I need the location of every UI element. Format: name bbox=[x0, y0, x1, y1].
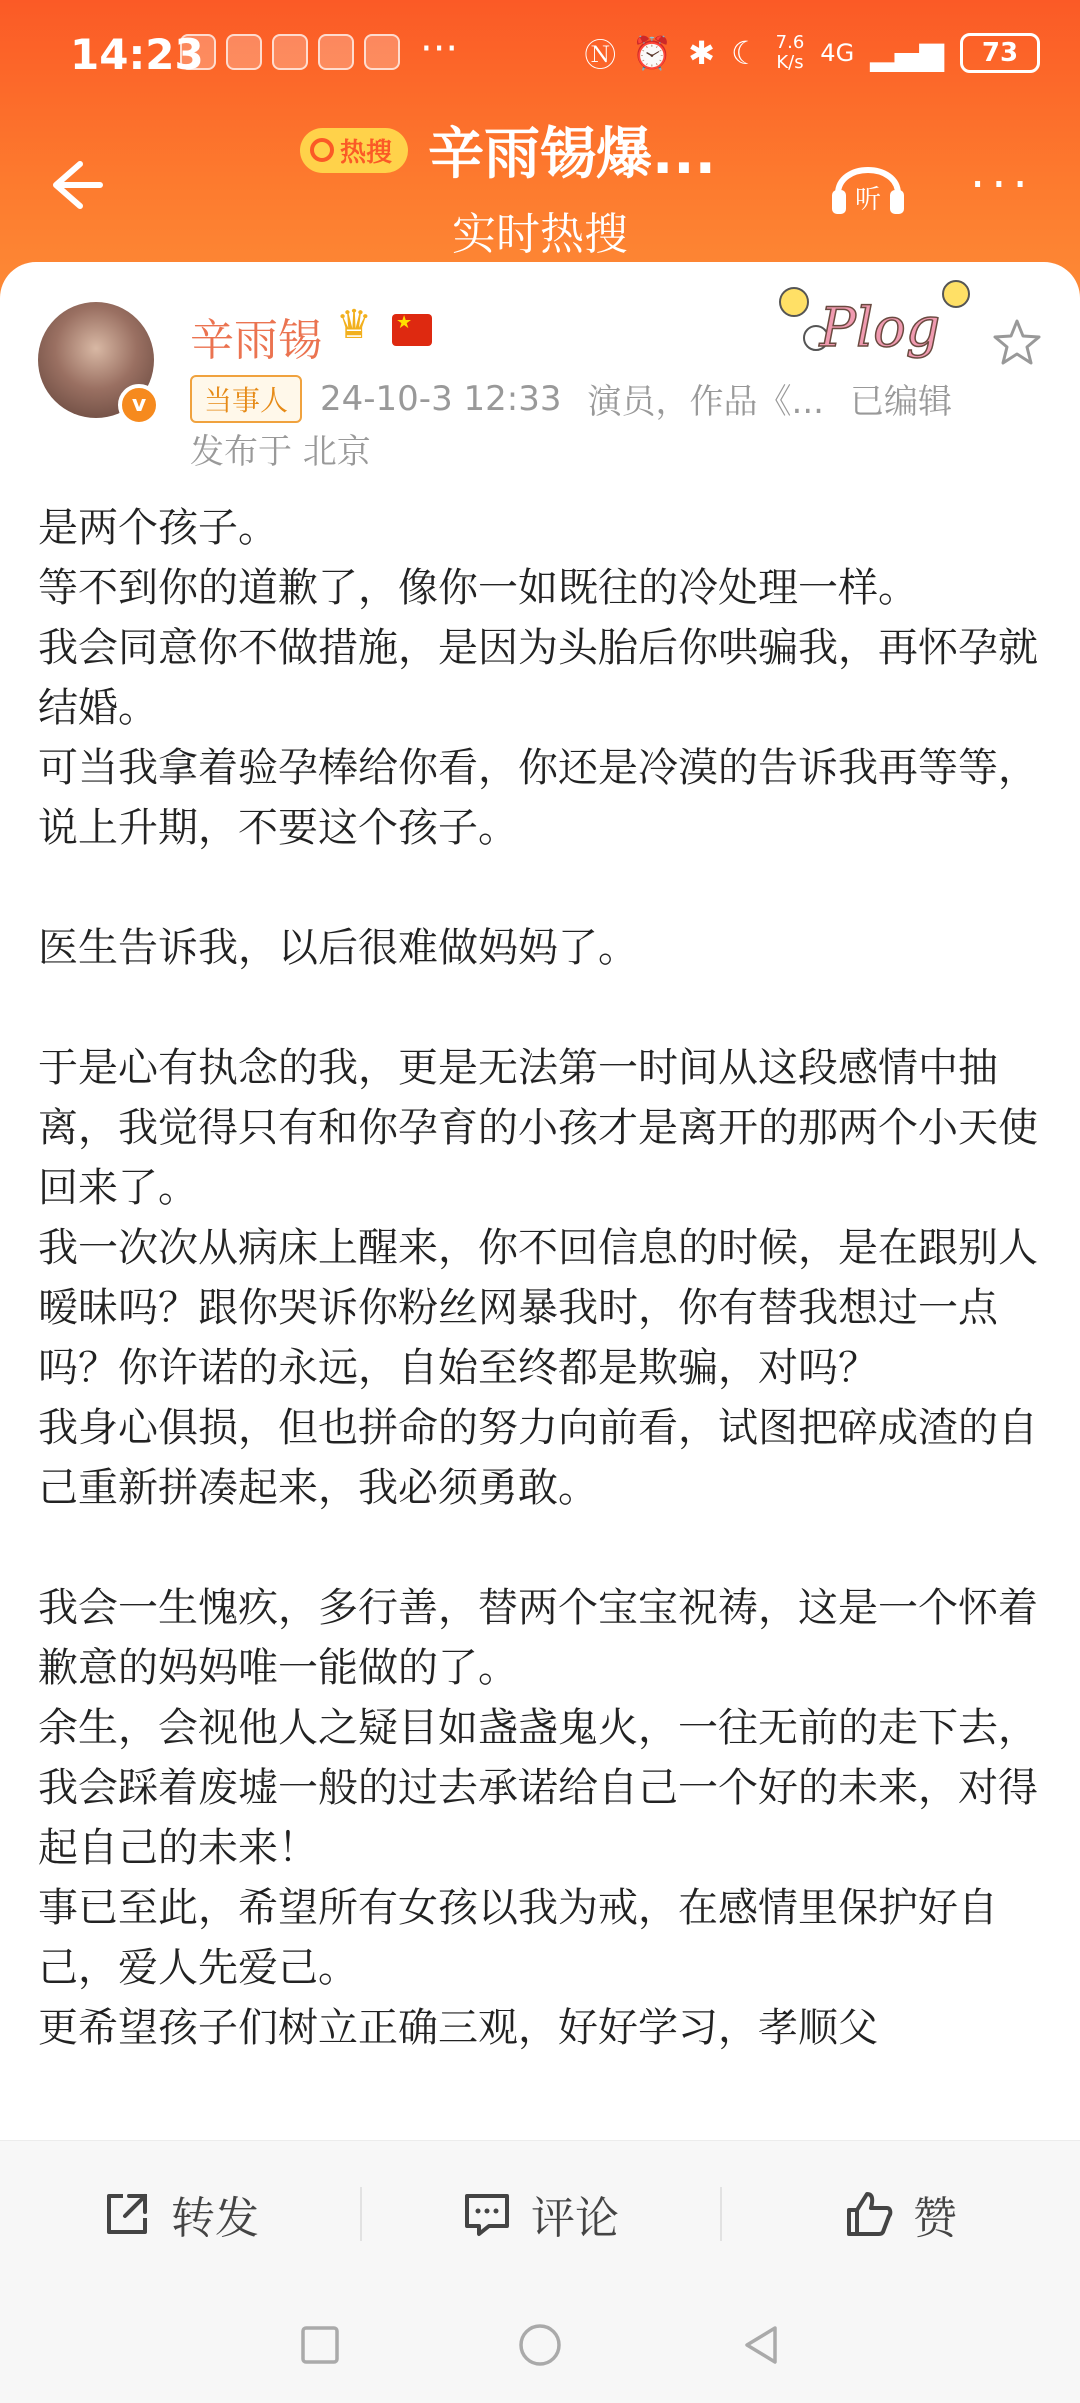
notification-icons bbox=[180, 34, 400, 70]
signal-icon: ▂▄▆ bbox=[870, 34, 944, 72]
plog-sticker-decoration bbox=[770, 268, 980, 378]
post-paragraph: 等不到你的道歉了，像你一如既往的冷处理一样。 bbox=[38, 565, 918, 611]
blank-line bbox=[38, 858, 1048, 918]
alarm-icon: ⏰ bbox=[632, 34, 673, 72]
like-button[interactable] bbox=[720, 2141, 1080, 2286]
more-options-button[interactable]: ··· bbox=[970, 157, 1034, 213]
post-source: 演员，作品《... bbox=[587, 382, 824, 422]
status-bar bbox=[0, 0, 1080, 110]
post-paragraph: 我身心俱损，但也拼命的努力向前看，试图把碎成渣的自己重新拼凑起来，我必须勇敢。 bbox=[38, 1405, 1038, 1511]
crown-icon: ♛ bbox=[336, 302, 372, 348]
post-card bbox=[0, 262, 1080, 2142]
repost-label: 转发 bbox=[171, 2192, 259, 2244]
post-paragraph: 我一次次从病床上醒来，你不回信息的时候，是在跟别人暧昧吗？跟你哭诉你粉丝网暴我时，你有替我想过一点吗？你许诺的永远，自始至终都是欺骗，对吗？ bbox=[38, 1225, 1038, 1391]
post-meta bbox=[190, 374, 952, 423]
post-text bbox=[38, 498, 1048, 2058]
status-right bbox=[584, 30, 1040, 76]
blank-line bbox=[38, 978, 1048, 1038]
network-speed: 7.6 K/s bbox=[775, 32, 805, 73]
author-name[interactable]: 辛雨锡 bbox=[190, 315, 322, 366]
back-triangle-icon[interactable] bbox=[735, 2320, 785, 2370]
listen-label: 听 bbox=[854, 185, 882, 215]
post-paragraph: 医生告诉我，以后很难做妈妈了。 bbox=[38, 925, 638, 971]
more-notifications-indicator: ··· bbox=[420, 26, 459, 72]
battery-icon: 73 bbox=[960, 33, 1040, 73]
edited-label[interactable]: 已编辑 bbox=[849, 382, 952, 422]
svg-text:Plog: Plog bbox=[819, 296, 941, 359]
china-flag-icon bbox=[392, 314, 432, 346]
moon-icon: ☾ bbox=[730, 34, 760, 72]
role-tag: 当事人 bbox=[190, 375, 302, 423]
page-subtitle: 实时热搜 bbox=[452, 209, 628, 260]
status-time: 14:23 bbox=[70, 30, 204, 79]
action-bar bbox=[0, 2140, 1080, 2286]
post-paragraph: 是两个孩子。 bbox=[38, 505, 278, 551]
post-paragraph: 余生，会视他人之疑目如盏盏鬼火，一往无前的走下去，我会踩着废墟一般的过去承诺给自己一个好的未来，对得起自己的未来！ bbox=[38, 1705, 1038, 1871]
post-paragraph: 我会同意你不做措施，是因为头胎后你哄骗我，再怀孕就结婚。 bbox=[38, 625, 1038, 731]
post-datetime: 24-10-3 12:33 bbox=[320, 378, 562, 419]
recent-apps-square-icon[interactable] bbox=[295, 2320, 345, 2370]
notification-app-icon bbox=[226, 34, 262, 70]
like-label: 赞 bbox=[913, 2192, 957, 2244]
post-location: 发布于 北京 bbox=[190, 432, 371, 472]
comment-icon bbox=[461, 2188, 513, 2240]
weibo-notification-icon bbox=[318, 34, 354, 70]
repost-button[interactable] bbox=[0, 2141, 360, 2286]
notification-app-icon bbox=[180, 34, 216, 70]
favorite-star-icon[interactable] bbox=[990, 316, 1044, 370]
headphones-listen-icon[interactable] bbox=[828, 150, 908, 220]
hot-search-badge: 热搜 bbox=[300, 128, 408, 173]
system-nav-bar bbox=[0, 2286, 1080, 2403]
blank-line bbox=[38, 1518, 1048, 1578]
header-title-area bbox=[300, 110, 780, 190]
thumbs-up-icon bbox=[843, 2188, 895, 2240]
post-paragraph: 更希望孩子们树立正确三观，好好学习，孝顺父 bbox=[38, 2005, 878, 2051]
comment-label: 评论 bbox=[531, 2192, 619, 2244]
nfc-icon: Ⓝ bbox=[584, 36, 617, 74]
home-circle-icon[interactable] bbox=[515, 2320, 565, 2370]
post-paragraph: 我会一生愧疚，多行善，替两个宝宝祝祷，这是一个怀着歉意的妈妈唯一能做的了。 bbox=[38, 1585, 1038, 1691]
post-paragraph: 于是心有执念的我，更是无法第一时间从这段感情中抽离，我觉得只有和你孕育的小孩才是离开的那两个小天使回来了。 bbox=[38, 1045, 1038, 1211]
page-title: 辛雨锡爆... bbox=[428, 122, 716, 187]
notification-app-icon bbox=[272, 34, 308, 70]
post-paragraph: 可当我拿着验孕棒给你看，你还是冷漠的告诉我再等等，说上升期，不要这个孩子。 bbox=[38, 745, 1038, 851]
search-icon bbox=[310, 138, 334, 162]
bluetooth-icon: ✱ bbox=[688, 34, 715, 72]
post-paragraph: 事已至此，希望所有女孩以我为戒，在感情里保护好自己，爱人先爱己。 bbox=[38, 1885, 998, 1991]
weibo-notification-icon bbox=[364, 34, 400, 70]
verified-badge-icon: v bbox=[118, 384, 160, 426]
network-type: 4G bbox=[820, 39, 855, 67]
top-header bbox=[0, 0, 1080, 300]
repost-icon bbox=[101, 2188, 153, 2240]
comment-button[interactable] bbox=[360, 2141, 720, 2286]
